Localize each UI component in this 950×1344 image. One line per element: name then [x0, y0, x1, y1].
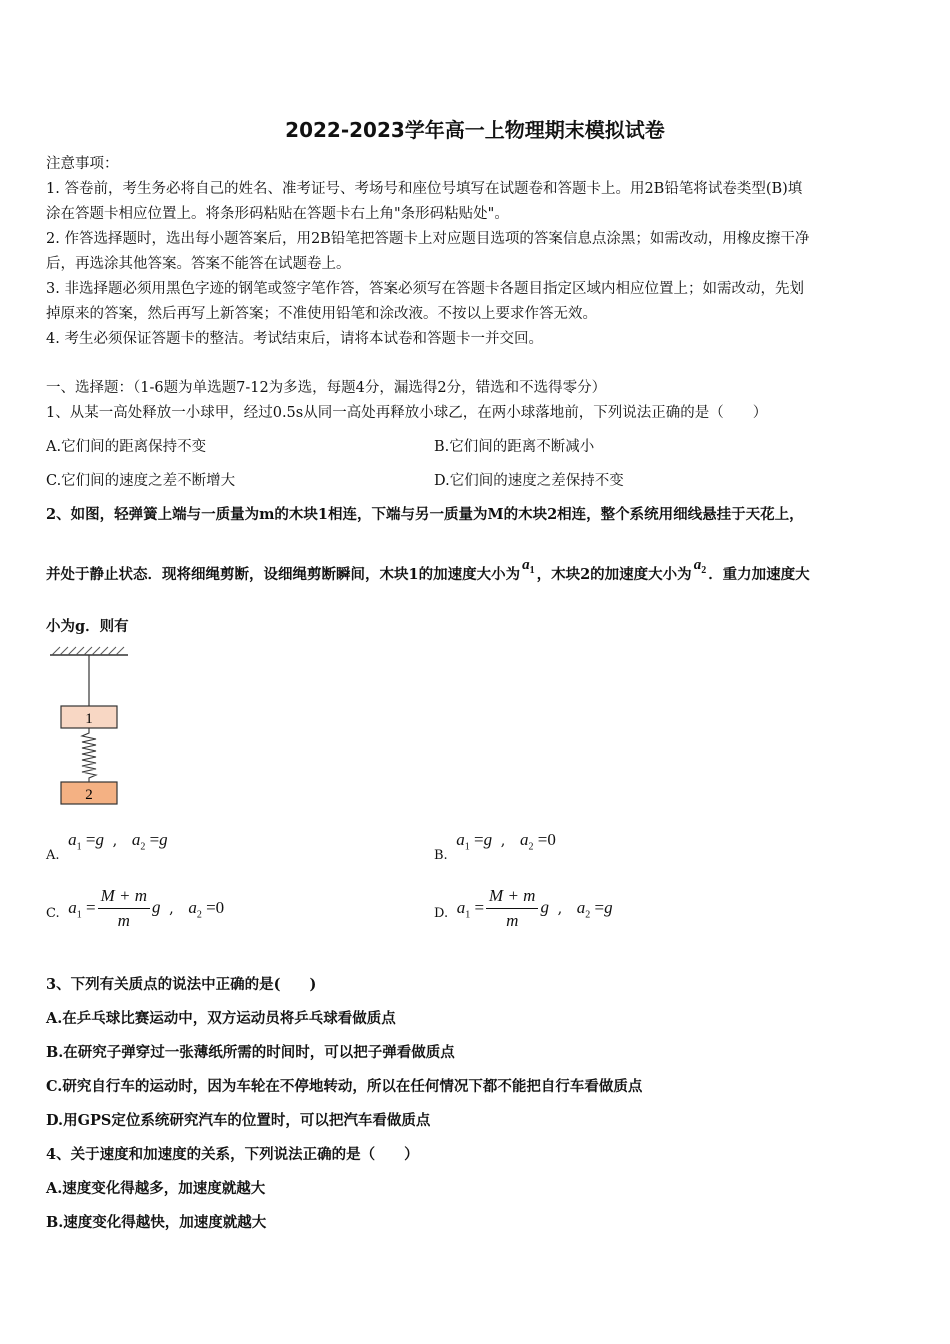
q1-option-c: C.它们间的速度之差不断增大: [46, 473, 236, 489]
q1-option-a: A.它们间的距离保持不变: [46, 439, 207, 455]
notice-line: 后，再选涂其他答案。答案不能答在试题卷上。: [46, 256, 351, 272]
ceiling-hatch: [52, 647, 124, 655]
block-1-label: 1: [85, 711, 93, 727]
q1-option-b: B.它们间的距离不断减小: [434, 439, 595, 455]
q2-stem-text: ．重力加速度大: [708, 566, 810, 583]
q3-option-a: A.在乒乓球比赛运动中，双方运动员将乒乓球看做质点: [46, 1010, 396, 1027]
q2-stem-line3: 小为g．则有: [46, 618, 129, 635]
section-heading: 一、选择题：（1-6题为单选题7-12为多选，每题4分，漏选得2分，错选和不选得零分）: [46, 380, 607, 396]
q3-option-c: C.研究自行车的运动时，因为车轮在不停地转动，所以在任何情况下都不能把自行车看做质点: [46, 1078, 643, 1095]
q4-option-b: B.速度变化得越快，加速度就越大: [46, 1214, 267, 1231]
notice-line: 4. 考生必须保证答题卡的整洁。考试结束后，请将本试卷和答题卡一并交回。: [46, 331, 543, 347]
notice-line: 涂在答题卡相应位置上。将条形码粘贴在答题卡右上角"条形码粘贴处"。: [46, 206, 509, 222]
q3-stem: 3、下列有关质点的说法中正确的是( ): [46, 976, 317, 993]
block-2-label: 2: [85, 787, 93, 803]
q2-stem-text: ，木块2的加速度大小为: [536, 566, 692, 583]
exam-title: 2022-2023学年高一上物理期末模拟试卷: [285, 118, 665, 142]
q2-stem-text: 并处于静止状态．现将细绳剪断，设细绳剪断瞬间，木块1的加速度大小为: [46, 566, 521, 583]
notice-line: 2. 作答选择题时，选出每小题答案后，用2B铅笔把答题卡上对应题目选项的答案信息点涂黑；如需改动，用橡皮擦干净: [46, 231, 810, 247]
q2-option-b: B. $a_1 =g$ , $a_2 =0$: [434, 830, 556, 863]
q4-option-a: A.速度变化得越多，加速度就越大: [46, 1180, 266, 1197]
q2-option-a: A. $a_1 =g$ , $a_2 =g$: [46, 830, 168, 863]
q4-stem: 4、关于速度和加速度的关系，下列说法正确的是（ ）: [46, 1146, 419, 1163]
notice-line: 3. 非选择题必须用黑色字迹的钢笔或签字笔作答，答案必须写在答题卡各题目指定区域内相应位置上；如需改动，先划: [46, 281, 804, 297]
a2-symbol: $a_2$: [693, 557, 707, 576]
notice-heading: 注意事项：: [46, 156, 119, 172]
q2-option-c: C. $a_1$ = $\frac{M + m}{m}$ g , $a_2 =0$: [46, 886, 225, 930]
q3-option-b: B.在研究子弹穿过一张薄纸所需的时间时，可以把子弹看做质点: [46, 1044, 455, 1061]
a1-symbol: $a_1$: [522, 557, 535, 576]
q2-stem-line2: [46, 557, 810, 586]
spring-block-diagram: [48, 645, 133, 810]
notice-line: 1. 答卷前，考生务必将自己的姓名、准考证号、考场号和座位号填写在试题卷和答题卡上。用2B铅笔将试卷类型(B)填: [46, 181, 803, 197]
q1-stem: 1、从某一高处释放一小球甲，经过0.5s从同一高处再释放小球乙，在两小球落地前，下列说法正确的是（ ）: [46, 405, 768, 421]
q2-option-d: D. $a_1$ = $\frac{M + m}{m}$ g , $a_2 =g$: [434, 886, 613, 930]
q2-stem-line1: 2、如图，轻弹簧上端与一质量为m的木块1相连，下端与另一质量为M的木块2相连，整个系统用细线悬挂于天花上，: [46, 506, 804, 523]
spring: [82, 728, 96, 782]
q1-option-d: D.它们间的速度之差保持不变: [434, 473, 624, 489]
notice-line: 掉原来的答案，然后再写上新答案；不准使用铅笔和涂改液。不按以上要求作答无效。: [46, 306, 597, 322]
q3-option-d: D.用GPS定位系统研究汽车的位置时，可以把汽车看做质点: [46, 1112, 431, 1129]
